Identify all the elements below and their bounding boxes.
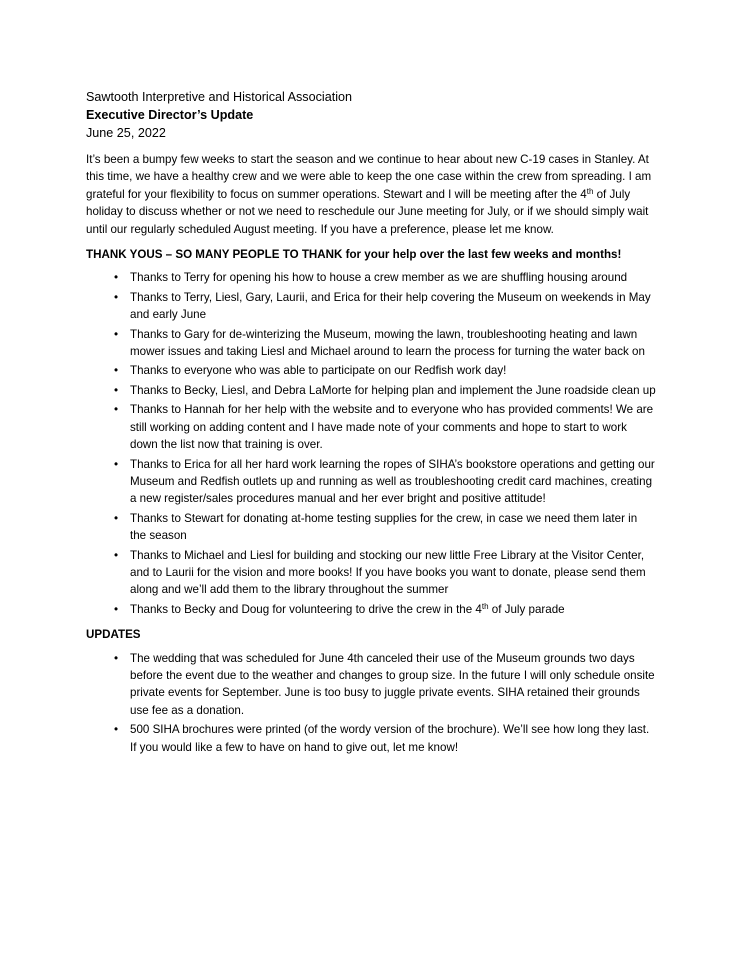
list-item: • Thanks to Becky, Liesl, and Debra LaMorte for helping plan and implement the June roadside clean up [130,382,656,399]
bullet-icon: • [114,383,119,397]
list-item: • Thanks to Hannah for her help with the website and to everyone who has provided comments! We are still working on adding content and I have made note of your comments and hope to start to work down the list now that training is over. [114,403,654,452]
list-item: • 500 SIHA brochures were printed (of the wordy version of the brochure). We’ll see how long they last. If you would like a few to have on hand to give out, let me know! [114,723,650,754]
list-item: • Thanks to Gary for de-winterizing the Museum, mowing the lawn, troubleshooting heating and lawn mower issues and taking Liesl and Michael around to learn the process for turning the water back on [114,327,645,359]
list-item: • Thanks to Stewart for donating at-home testing supplies for the crew, in case we need them later in the season [114,511,638,543]
bullet-icon: • [114,602,119,616]
document-title: Executive Director’s Update [86,108,254,122]
intro-paragraph: It’s been a bumpy few weeks to start the season and we continue to hear about new C-19 cases in Stanley. At this time, we have a healthy crew and we were able to keep the one case within the crew from spreading. I am grateful for your flexibility to focus on summer operations. Stewart and I will be meeting after the 4th of July holiday to discuss whether or not we need to reschedule our June meeting for July, or if we should simply wait until our regularly scheduled August meeting. If you have a preference, please let me know. [86,153,652,236]
bullet-icon: • [114,548,119,562]
thanks-list [86,269,656,618]
bullet-icon: • [114,511,119,525]
list-item: • Thanks to Terry for opening his how to house a crew member as we are shuffling housing around [130,269,656,286]
bullet-icon: • [114,364,119,378]
bullet-icon: • [114,457,119,471]
thanks-heading: THANK YOUS – SO MANY PEOPLE TO THANK for your help over the last few weeks and months! [86,248,622,262]
list-item: • Thanks to everyone who was able to participate on our Redfish work day! [130,362,656,379]
list-item: • Thanks to Becky and Doug for volunteering to drive the crew in the 4th of July parade [130,601,656,618]
organization-name: Sawtooth Interpretive and Historical Association [86,90,353,104]
bullet-icon: • [114,651,119,665]
bullet-icon: • [114,723,119,737]
updates-heading: UPDATES [86,628,141,642]
updates-list [86,650,656,756]
list-item: • Thanks to Erica for all her hard work learning the ropes of SIHA’s bookstore operations and getting our Museum and Redfish outlets up and running as well as troubleshooting credit card machines, creating a new register/sales procedures manual and her ever bright and positive attitude! [114,457,655,506]
list-item: • The wedding that was scheduled for June 4th canceled their use of the Museum grounds two days before the event due to the weather and changes to group size. In the future I will only schedule onsite private events for September. June is too busy to juggle private events. SIHA retained their grounds use fee as a donation. [114,651,655,717]
list-item: • Thanks to Michael and Liesl for building and stocking our new little Free Library at the Visitor Center, and to Laurii for the vision and more books! If you have books you want to donate, please send them along and we’ll add them to the library throughout the summer [114,548,646,597]
bullet-icon: • [114,290,119,304]
list-item: • Thanks to Terry, Liesl, Gary, Laurii, and Erica for their help covering the Museum on weekends in May and early June [114,290,651,322]
bullet-icon: • [114,327,119,341]
bullet-icon: • [114,403,119,417]
bullet-icon: • [114,271,119,285]
document-date: June 25, 2022 [86,126,166,140]
